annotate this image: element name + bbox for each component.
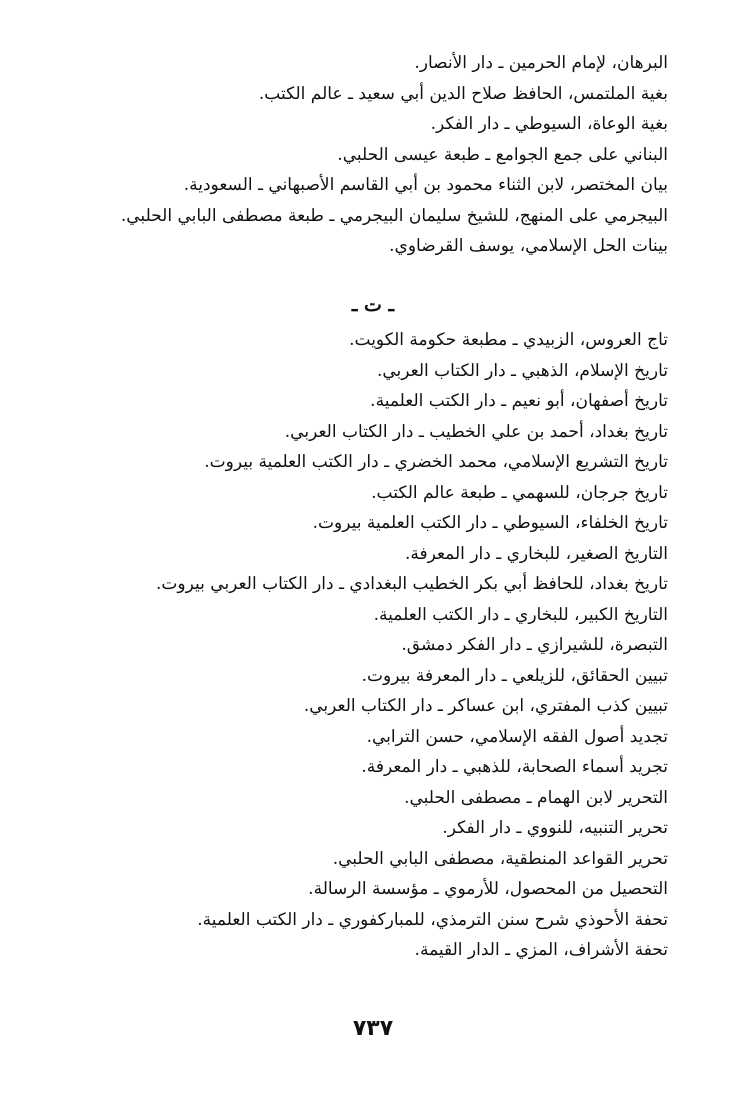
bibliography-entry: بغية الوعاة، السيوطي ـ دار الفكر.: [430, 114, 668, 134]
bibliography-entry: بغية الملتمس، الحافظ صلاح الدين أبي سعيد ـ عالم الكتب.: [258, 83, 668, 104]
bibliography-entry: تجديد أصول الفقه الإسلامي، حسن الترابي.: [366, 726, 668, 747]
bibliography-entry: تجريد أسماء الصحابة، للذهبي ـ دار المعرفة.: [361, 757, 668, 777]
bibliography-entry: التبصرة، للشيرازي ـ دار الفكر دمشق.: [401, 635, 668, 655]
section-t-list: [68, 325, 668, 966]
section-b-list: [68, 48, 668, 262]
bibliography-entry: بيان المختصر، لابن الثناء محمود بن أبي القاسم الأصبهاني ـ السعودية.: [183, 175, 668, 195]
bibliography-entry: تاريخ بغداد، للحافظ أبي بكر الخطيب البغدادي ـ دار الكتاب العربي بيروت.: [156, 574, 668, 594]
bibliography-entry: تحرير القواعد المنطقية، مصطفى البابي الحلبي.: [332, 848, 668, 869]
bibliography-entry: تحفة الأحوذي شرح سنن الترمذي، للمباركفوري ـ دار الكتب العلمية.: [197, 909, 668, 930]
bibliography-entry: تاريخ التشريع الإسلامي، محمد الخضري ـ دار الكتب العلمية بيروت.: [204, 452, 668, 472]
page-number: ٧٣٧: [352, 1016, 394, 1041]
bibliography-entry: بينات الحل الإسلامي، يوسف القرضاوي.: [389, 236, 668, 256]
bibliography-entry: تحرير التنبيه، للنووي ـ دار الفكر.: [442, 818, 668, 838]
bibliography-entry: تاريخ جرجان، للسهمي ـ طبعة عالم الكتب.: [371, 482, 668, 503]
bibliography-entry: التاريخ الكبير، للبخاري ـ دار الكتب العلمية.: [373, 604, 668, 625]
bibliography-entry: التاريخ الصغير، للبخاري ـ دار المعرفة.: [404, 543, 668, 564]
bibliography-entry: تاج العروس، الزبيدي ـ مطبعة حكومة الكويت.: [349, 330, 668, 350]
bibliography-entry: تاريخ الإسلام، الذهبي ـ دار الكتاب العربي.: [376, 360, 668, 381]
bibliography-entry: تاريخ أصفهان، أبو نعيم ـ دار الكتب العلمية.: [370, 391, 668, 411]
bibliography-entry: التحصيل من المحصول، للأرموي ـ مؤسسة الرسالة.: [308, 879, 668, 899]
bibliography-entry: البيجرمي على المنهج، للشيخ سليمان البيجرمي ـ طبعة مصطفى البابي الحلبي.: [120, 205, 668, 226]
bibliography-entry: تاريخ بغداد، أحمد بن علي الخطيب ـ دار الكتاب العربي.: [284, 421, 668, 442]
section-t-heading: ـ ت ـ: [351, 294, 395, 316]
bibliography-entry: تحفة الأشراف، المزي ـ الدار القيمة.: [414, 940, 668, 960]
bibliography-entry: البرهان، لإمام الحرمين ـ دار الأنصار.: [414, 53, 668, 73]
bibliography-entry: التحرير لابن الهمام ـ مصطفى الحلبي.: [404, 787, 668, 808]
bibliography-entry: تبيين كذب المفتري، ابن عساكر ـ دار الكتاب العربي.: [303, 696, 668, 716]
bibliography-entry: تبيين الحقائق، للزيلعي ـ دار المعرفة بيروت.: [361, 665, 668, 686]
bibliography-entry: تاريخ الخلفاء، السيوطي ـ دار الكتب العلمية بيروت.: [312, 513, 668, 533]
bibliography-entry: البناني على جمع الجوامع ـ طبعة عيسى الحلبي.: [337, 144, 668, 165]
